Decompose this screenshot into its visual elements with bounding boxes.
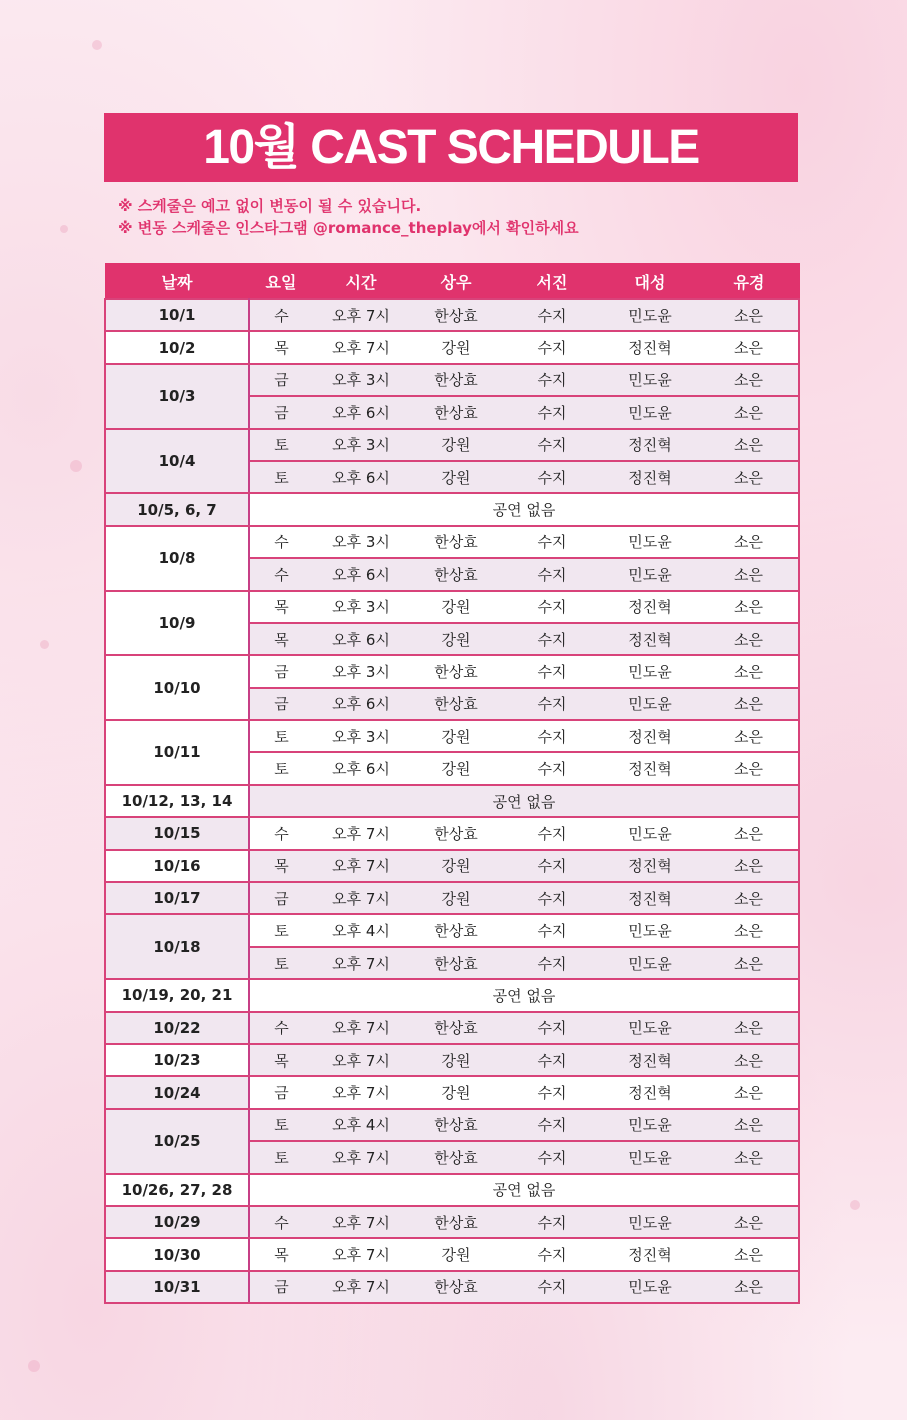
daeseong-cell: 정진혁 [601, 461, 699, 493]
no-performance-cell: 공연 없음 [249, 979, 799, 1011]
daeseong-cell: 민도윤 [601, 1109, 699, 1141]
table-row [105, 979, 799, 1011]
time-cell: 오후 7시 [313, 1076, 409, 1108]
time-cell: 오후 6시 [313, 396, 409, 428]
time-cell: 오후 7시 [313, 1044, 409, 1076]
day-cell: 수 [249, 558, 313, 590]
day-cell: 금 [249, 655, 313, 687]
seojin-cell: 수지 [503, 1238, 601, 1270]
time-cell: 오후 3시 [313, 720, 409, 752]
table-header-row [105, 264, 799, 300]
column-header-time: 시간 [313, 264, 409, 300]
sangwoo-cell: 한상효 [409, 396, 503, 428]
date-cell: 10/1 [105, 299, 249, 331]
sangwoo-cell: 한상효 [409, 947, 503, 979]
date-cell: 10/8 [105, 526, 249, 591]
notice-line: ※ 스케줄은 예고 없이 변동이 될 수 있습니다. [118, 197, 422, 215]
date-cell: 10/18 [105, 914, 249, 979]
day-cell: 토 [249, 752, 313, 784]
day-cell: 목 [249, 850, 313, 882]
date-cell: 10/29 [105, 1206, 249, 1238]
day-cell: 금 [249, 1271, 313, 1303]
sangwoo-cell: 한상효 [409, 914, 503, 946]
sangwoo-cell: 한상효 [409, 299, 503, 331]
sangwoo-cell: 강원 [409, 623, 503, 655]
column-header-sangwoo: 상우 [409, 264, 503, 300]
sangwoo-cell: 한상효 [409, 655, 503, 687]
notice-block [118, 195, 579, 239]
date-cell: 10/11 [105, 720, 249, 785]
yugyeong-cell: 소은 [699, 1012, 799, 1044]
day-cell: 수 [249, 1206, 313, 1238]
table-row [105, 364, 799, 396]
day-cell: 목 [249, 623, 313, 655]
date-cell: 10/4 [105, 429, 249, 494]
time-cell: 오후 6시 [313, 558, 409, 590]
date-cell: 10/25 [105, 1109, 249, 1174]
daeseong-cell: 민도윤 [601, 655, 699, 687]
page-title: 10월 CAST SCHEDULE [104, 113, 798, 182]
date-cell: 10/5, 6, 7 [105, 493, 249, 525]
table-row [105, 720, 799, 752]
time-cell: 오후 7시 [313, 1141, 409, 1173]
table-row [105, 493, 799, 525]
table-row [105, 1076, 799, 1108]
sangwoo-cell: 한상효 [409, 688, 503, 720]
day-cell: 토 [249, 1109, 313, 1141]
day-cell: 토 [249, 461, 313, 493]
seojin-cell: 수지 [503, 688, 601, 720]
time-cell: 오후 7시 [313, 331, 409, 363]
yugyeong-cell: 소은 [699, 947, 799, 979]
seojin-cell: 수지 [503, 850, 601, 882]
decor-dot [60, 225, 68, 233]
yugyeong-cell: 소은 [699, 429, 799, 461]
yugyeong-cell: 소은 [699, 882, 799, 914]
decor-dot [850, 1200, 860, 1210]
daeseong-cell: 민도윤 [601, 364, 699, 396]
seojin-cell: 수지 [503, 591, 601, 623]
date-cell: 10/23 [105, 1044, 249, 1076]
seojin-cell: 수지 [503, 947, 601, 979]
sangwoo-cell: 강원 [409, 461, 503, 493]
time-cell: 오후 7시 [313, 850, 409, 882]
seojin-cell: 수지 [503, 526, 601, 558]
day-cell: 토 [249, 429, 313, 461]
time-cell: 오후 6시 [313, 461, 409, 493]
notice-line: ※ 변동 스케줄은 인스타그램 @romance_theplay에서 확인하세요 [118, 219, 579, 237]
time-cell: 오후 6시 [313, 623, 409, 655]
time-cell: 오후 7시 [313, 299, 409, 331]
daeseong-cell: 민도윤 [601, 914, 699, 946]
yugyeong-cell: 소은 [699, 623, 799, 655]
daeseong-cell: 정진혁 [601, 1238, 699, 1270]
seojin-cell: 수지 [503, 331, 601, 363]
date-cell: 10/9 [105, 591, 249, 656]
date-cell: 10/24 [105, 1076, 249, 1108]
time-cell: 오후 4시 [313, 1109, 409, 1141]
seojin-cell: 수지 [503, 914, 601, 946]
time-cell: 오후 7시 [313, 1238, 409, 1270]
decor-dot [40, 640, 49, 649]
seojin-cell: 수지 [503, 461, 601, 493]
daeseong-cell: 민도윤 [601, 947, 699, 979]
table-row [105, 1238, 799, 1270]
sangwoo-cell: 한상효 [409, 558, 503, 590]
seojin-cell: 수지 [503, 623, 601, 655]
sangwoo-cell: 한상효 [409, 1109, 503, 1141]
time-cell: 오후 7시 [313, 817, 409, 849]
sangwoo-cell: 강원 [409, 591, 503, 623]
yugyeong-cell: 소은 [699, 1271, 799, 1303]
time-cell: 오후 6시 [313, 688, 409, 720]
table-row [105, 1044, 799, 1076]
yugyeong-cell: 소은 [699, 1076, 799, 1108]
daeseong-cell: 민도윤 [601, 526, 699, 558]
seojin-cell: 수지 [503, 396, 601, 428]
column-header-seojin: 서진 [503, 264, 601, 300]
sangwoo-cell: 한상효 [409, 1271, 503, 1303]
table-row [105, 655, 799, 687]
time-cell: 오후 3시 [313, 526, 409, 558]
yugyeong-cell: 소은 [699, 752, 799, 784]
date-cell: 10/30 [105, 1238, 249, 1270]
date-cell: 10/19, 20, 21 [105, 979, 249, 1011]
time-cell: 오후 3시 [313, 364, 409, 396]
date-cell: 10/26, 27, 28 [105, 1174, 249, 1206]
daeseong-cell: 민도윤 [601, 1271, 699, 1303]
seojin-cell: 수지 [503, 752, 601, 784]
day-cell: 목 [249, 1044, 313, 1076]
day-cell: 금 [249, 364, 313, 396]
seojin-cell: 수지 [503, 655, 601, 687]
yugyeong-cell: 소은 [699, 299, 799, 331]
date-cell: 10/2 [105, 331, 249, 363]
daeseong-cell: 민도윤 [601, 817, 699, 849]
daeseong-cell: 민도윤 [601, 688, 699, 720]
decor-dot [28, 1360, 40, 1372]
seojin-cell: 수지 [503, 1109, 601, 1141]
yugyeong-cell: 소은 [699, 396, 799, 428]
day-cell: 토 [249, 947, 313, 979]
sangwoo-cell: 한상효 [409, 817, 503, 849]
yugyeong-cell: 소은 [699, 817, 799, 849]
table-row [105, 914, 799, 946]
table-row [105, 1012, 799, 1044]
seojin-cell: 수지 [503, 1271, 601, 1303]
table-row [105, 299, 799, 331]
yugyeong-cell: 소은 [699, 1109, 799, 1141]
yugyeong-cell: 소은 [699, 526, 799, 558]
daeseong-cell: 정진혁 [601, 1076, 699, 1108]
table-row [105, 1271, 799, 1303]
table-body [105, 299, 799, 1303]
daeseong-cell: 정진혁 [601, 720, 699, 752]
day-cell: 토 [249, 1141, 313, 1173]
date-cell: 10/31 [105, 1271, 249, 1303]
sangwoo-cell: 한상효 [409, 526, 503, 558]
no-performance-cell: 공연 없음 [249, 785, 799, 817]
day-cell: 수 [249, 299, 313, 331]
yugyeong-cell: 소은 [699, 720, 799, 752]
seojin-cell: 수지 [503, 882, 601, 914]
seojin-cell: 수지 [503, 1044, 601, 1076]
sangwoo-cell: 강원 [409, 882, 503, 914]
daeseong-cell: 정진혁 [601, 1044, 699, 1076]
day-cell: 수 [249, 1012, 313, 1044]
time-cell: 오후 7시 [313, 1206, 409, 1238]
yugyeong-cell: 소은 [699, 655, 799, 687]
time-cell: 오후 7시 [313, 947, 409, 979]
column-header-daeseong: 대성 [601, 264, 699, 300]
day-cell: 금 [249, 688, 313, 720]
decor-dot [92, 40, 102, 50]
table-row [105, 526, 799, 558]
sangwoo-cell: 강원 [409, 429, 503, 461]
sangwoo-cell: 강원 [409, 720, 503, 752]
day-cell: 금 [249, 396, 313, 428]
time-cell: 오후 7시 [313, 1271, 409, 1303]
yugyeong-cell: 소은 [699, 364, 799, 396]
table-row [105, 591, 799, 623]
table-row [105, 1206, 799, 1238]
seojin-cell: 수지 [503, 429, 601, 461]
time-cell: 오후 4시 [313, 914, 409, 946]
daeseong-cell: 민도윤 [601, 396, 699, 428]
yugyeong-cell: 소은 [699, 1238, 799, 1270]
yugyeong-cell: 소은 [699, 1044, 799, 1076]
daeseong-cell: 정진혁 [601, 850, 699, 882]
table-row [105, 850, 799, 882]
sangwoo-cell: 한상효 [409, 364, 503, 396]
daeseong-cell: 정진혁 [601, 752, 699, 784]
date-cell: 10/3 [105, 364, 249, 429]
daeseong-cell: 정진혁 [601, 429, 699, 461]
seojin-cell: 수지 [503, 558, 601, 590]
seojin-cell: 수지 [503, 1141, 601, 1173]
daeseong-cell: 정진혁 [601, 882, 699, 914]
date-cell: 10/22 [105, 1012, 249, 1044]
seojin-cell: 수지 [503, 1206, 601, 1238]
sangwoo-cell: 강원 [409, 1044, 503, 1076]
date-cell: 10/17 [105, 882, 249, 914]
date-cell: 10/15 [105, 817, 249, 849]
daeseong-cell: 민도윤 [601, 299, 699, 331]
table-row [105, 1109, 799, 1141]
yugyeong-cell: 소은 [699, 461, 799, 493]
sangwoo-cell: 강원 [409, 1076, 503, 1108]
column-header-yugyeong: 유경 [699, 264, 799, 300]
daeseong-cell: 민도윤 [601, 1141, 699, 1173]
yugyeong-cell: 소은 [699, 558, 799, 590]
sangwoo-cell: 한상효 [409, 1206, 503, 1238]
daeseong-cell: 정진혁 [601, 591, 699, 623]
day-cell: 금 [249, 882, 313, 914]
seojin-cell: 수지 [503, 817, 601, 849]
time-cell: 오후 3시 [313, 591, 409, 623]
day-cell: 수 [249, 817, 313, 849]
table-row [105, 882, 799, 914]
day-cell: 목 [249, 331, 313, 363]
sangwoo-cell: 강원 [409, 752, 503, 784]
yugyeong-cell: 소은 [699, 914, 799, 946]
seojin-cell: 수지 [503, 1076, 601, 1108]
time-cell: 오후 7시 [313, 1012, 409, 1044]
date-cell: 10/12, 13, 14 [105, 785, 249, 817]
date-cell: 10/16 [105, 850, 249, 882]
daeseong-cell: 민도윤 [601, 1206, 699, 1238]
column-header-date: 날짜 [105, 264, 249, 300]
table-row [105, 1174, 799, 1206]
daeseong-cell: 정진혁 [601, 331, 699, 363]
time-cell: 오후 3시 [313, 429, 409, 461]
decor-dot [70, 460, 82, 472]
seojin-cell: 수지 [503, 299, 601, 331]
seojin-cell: 수지 [503, 364, 601, 396]
column-header-day: 요일 [249, 264, 313, 300]
sangwoo-cell: 강원 [409, 331, 503, 363]
day-cell: 수 [249, 526, 313, 558]
yugyeong-cell: 소은 [699, 1141, 799, 1173]
time-cell: 오후 3시 [313, 655, 409, 687]
yugyeong-cell: 소은 [699, 1206, 799, 1238]
sangwoo-cell: 한상효 [409, 1141, 503, 1173]
day-cell: 금 [249, 1076, 313, 1108]
day-cell: 토 [249, 720, 313, 752]
daeseong-cell: 민도윤 [601, 1012, 699, 1044]
seojin-cell: 수지 [503, 720, 601, 752]
table-row [105, 429, 799, 461]
yugyeong-cell: 소은 [699, 688, 799, 720]
table-row [105, 785, 799, 817]
sangwoo-cell: 강원 [409, 1238, 503, 1270]
date-cell: 10/10 [105, 655, 249, 720]
table-row [105, 331, 799, 363]
daeseong-cell: 정진혁 [601, 623, 699, 655]
sangwoo-cell: 강원 [409, 850, 503, 882]
yugyeong-cell: 소은 [699, 331, 799, 363]
table-row [105, 817, 799, 849]
day-cell: 목 [249, 1238, 313, 1270]
time-cell: 오후 7시 [313, 882, 409, 914]
seojin-cell: 수지 [503, 1012, 601, 1044]
cast-schedule-table [104, 263, 800, 1304]
day-cell: 토 [249, 914, 313, 946]
yugyeong-cell: 소은 [699, 591, 799, 623]
sangwoo-cell: 한상효 [409, 1012, 503, 1044]
daeseong-cell: 민도윤 [601, 558, 699, 590]
time-cell: 오후 6시 [313, 752, 409, 784]
day-cell: 목 [249, 591, 313, 623]
no-performance-cell: 공연 없음 [249, 493, 799, 525]
no-performance-cell: 공연 없음 [249, 1174, 799, 1206]
yugyeong-cell: 소은 [699, 850, 799, 882]
